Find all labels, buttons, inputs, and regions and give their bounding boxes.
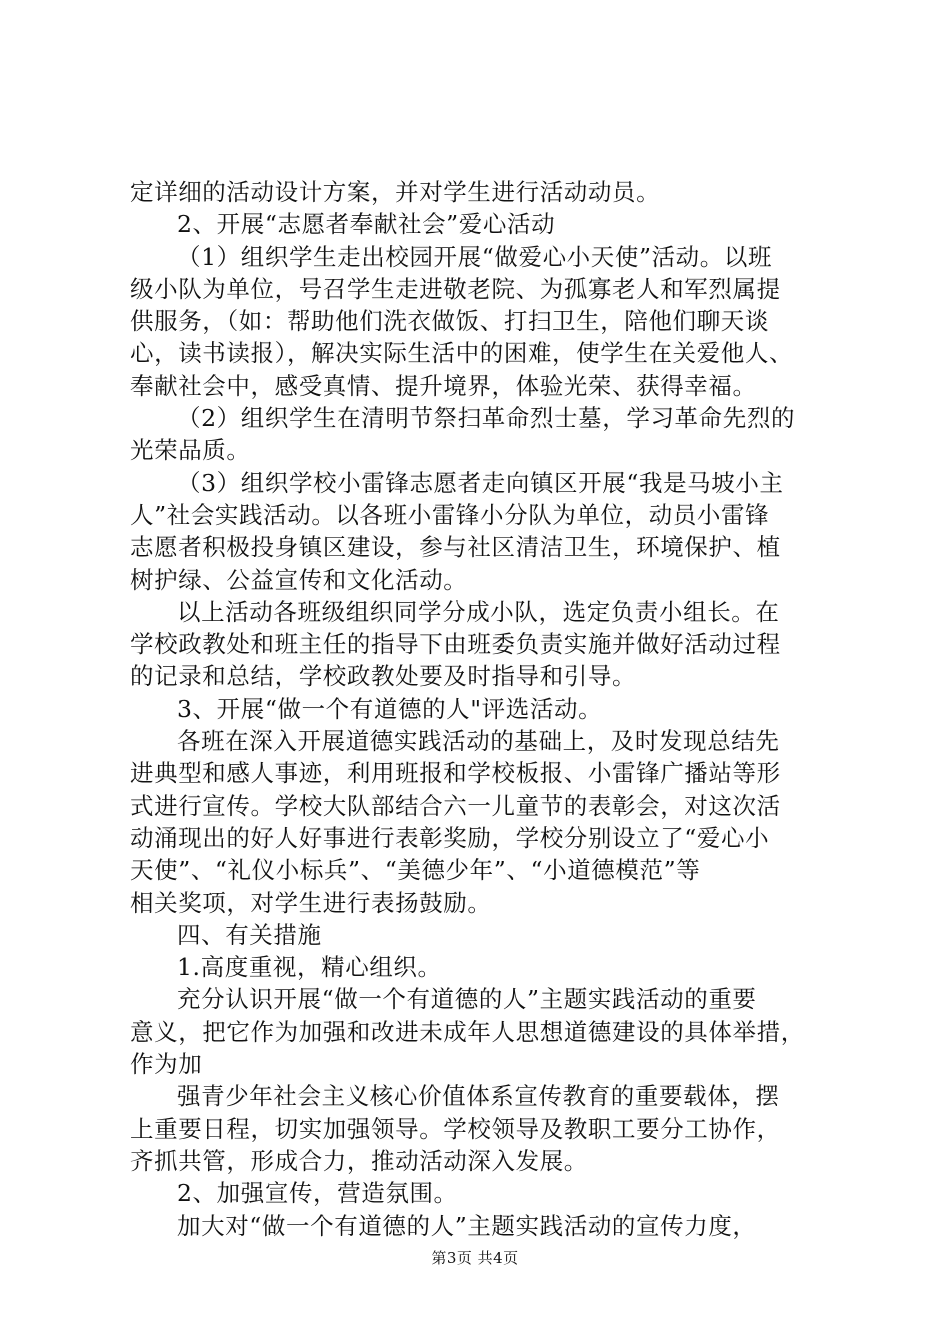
text-line: 式进行宣传。学校大队部结合六一儿童节的表彰会，对这次活 (130, 791, 781, 820)
text-line: 以上活动各班级组织同学分成小队，选定负责小组长。在 (177, 597, 780, 626)
page-number-footer: 第3页 共4页 (431, 1249, 519, 1267)
text-line: 加大对“做一个有道德的人”主题实践活动的宣传力度， (177, 1211, 757, 1240)
text-line: 2、开展“志愿者奉献社会”爱心活动 (177, 210, 556, 239)
text-line: 人”社会实践活动。以各班小雷锋小分队为单位，动员小雷锋 (130, 500, 770, 529)
text-line: 天使”、“礼仪小标兵”、“美德少年”、“小道德模范”等 (130, 856, 701, 885)
text-line: 上重要日程，切实加强领导。学校领导及教职工要分工协作， (130, 1114, 781, 1143)
text-line: 2、加强宣传，营造氛围。 (177, 1179, 458, 1208)
text-line: 定详细的活动设计方案，并对学生进行活动动员。 (130, 178, 661, 206)
text-line: 进典型和感人事迹，利用班报和学校板报、小雷锋广播站等形 (130, 759, 781, 788)
text-line: （2）组织学生在清明节祭扫革命烈士墓，学习革命先烈的 (177, 404, 796, 433)
text-line: 3、开展“做一个有道德的人"评选活动。 (177, 694, 603, 723)
text-line: 的记录和总结，学校政教处要及时指导和引导。 (130, 662, 637, 691)
text-line: 光荣品质。 (130, 436, 251, 465)
text-line: 各班在深入开展道德实践活动的基础上，及时发现总结先 (177, 727, 780, 756)
text-line: 奉献社会中，感受真情、提升境界，体验光荣、获得幸福。 (130, 371, 757, 400)
text-line: 级小队为单位，号召学生走进敬老院、为孤寡老人和军烈属提 (130, 274, 781, 303)
text-line: 心，读书读报），解决实际生活中的困难，使学生在关爱他人、 (130, 339, 794, 368)
text-line: 相关奖项，对学生进行表扬鼓励。 (130, 888, 492, 917)
text-line: 作为加 (130, 1050, 203, 1079)
text-line: 齐抓共管，形成合力，推动活动深入发展。 (130, 1146, 588, 1175)
text-line: （1）组织学生走出校园开展“做爱心小天使”活动。以班 (177, 242, 773, 271)
document-body (130, 176, 830, 1242)
text-line: 意义，把它作为加强和改进未成年人思想道德建设的具体举措， (130, 1017, 805, 1046)
text-line: 1.高度重视，精心组织。 (177, 953, 442, 982)
text-line: 充分认识开展“做一个有道德的人”主题实践活动的重要 (177, 985, 757, 1014)
text-line: （3）组织学校小雷锋志愿者走向镇区开展“我是马坡小主 (177, 468, 784, 497)
text-line: 动涌现出的好人好事进行表彰奖励，学校分别设立了“爱心小 (130, 823, 770, 852)
text-line: 树护绿、公益宣传和文化活动。 (130, 565, 468, 594)
text-line: 四、有关措施 (177, 920, 322, 949)
text-line: 供服务，（如：帮助他们洗衣做饭、打扫卫生，陪他们聊天谈 (130, 307, 769, 336)
text-line: 志愿者积极投身镇区建设，参与社区清洁卫生，环境保护、植 (130, 533, 781, 562)
text-line: 学校政教处和班主任的指导下由班委负责实施并做好活动过程 (130, 630, 781, 659)
text-line: 强青少年社会主义核心价值体系宣传教育的重要载体，摆 (177, 1082, 780, 1111)
